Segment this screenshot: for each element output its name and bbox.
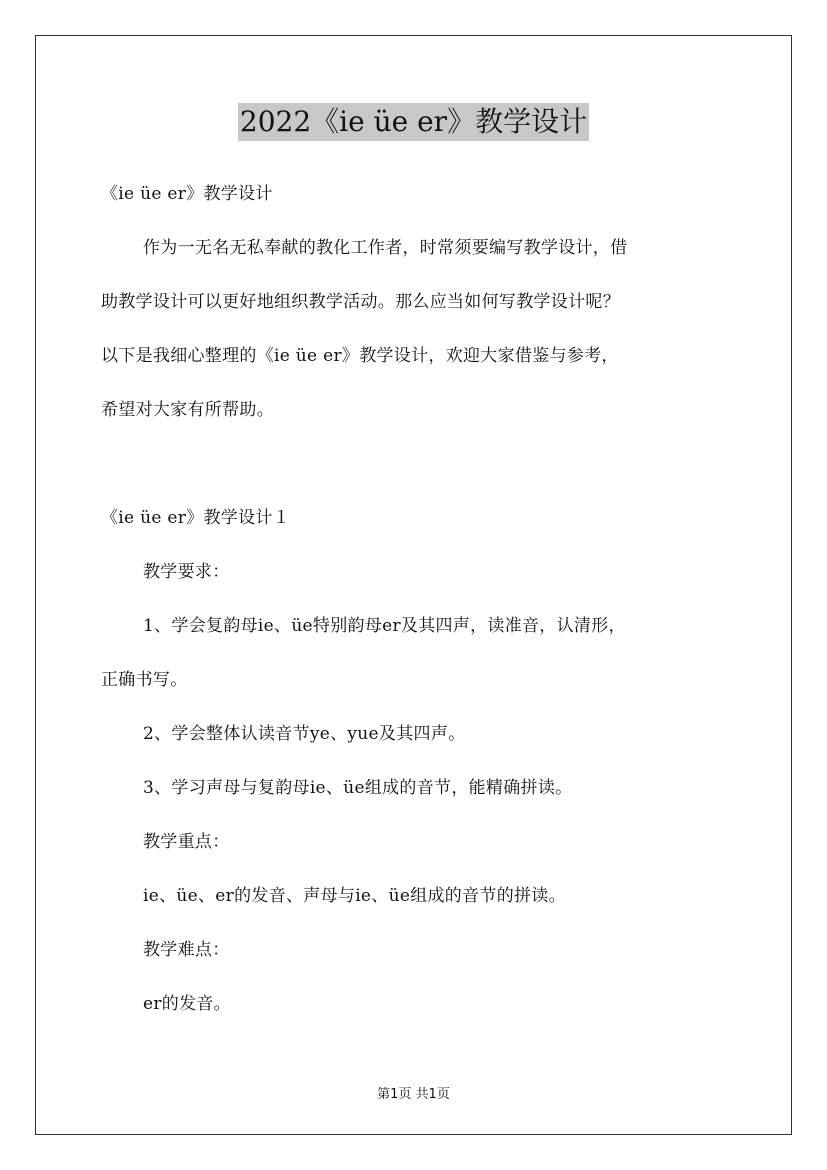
intro-line-2: 助教学设计可以更好地组织教学活动。那么应当如何写教学设计呢？	[101, 292, 620, 312]
section-title: 《ie üe er》教学设计１	[101, 508, 291, 528]
requirement-1-cont: 正确书写。	[101, 670, 188, 690]
intro-line-1: 作为一无名无私奉献的教化工作者，时常须要编写教学设计，借	[143, 238, 628, 258]
requirement-3: 3、学习声母与复韵母ie、üe组成的音节，能精确拼读。	[143, 778, 573, 798]
focus-heading: 教学重点：	[143, 832, 230, 852]
document-title: 2022《ie üe er》教学设计	[238, 103, 589, 141]
difficulty-text: er的发音。	[143, 994, 231, 1014]
focus-text: ie、üe、er的发音、声母与ie、üe组成的音节的拼读。	[143, 886, 566, 906]
intro-line-4: 希望对大家有所帮助。	[101, 400, 274, 420]
page-number: 第1页 共1页	[377, 1087, 450, 1102]
requirement-2: 2、学会整体认读音节ye、yue及其四声。	[143, 724, 466, 744]
intro-line-3: 以下是我细心整理的《ie üe er》教学设计，欢迎大家借鉴与参考，	[101, 346, 619, 366]
difficulty-heading: 教学难点：	[143, 940, 230, 960]
requirement-1: 1、学会复韵母ie、üe特别韵母er及其四声，读准音，认清形，	[143, 616, 626, 636]
subtitle: 《ie üe er》教学设计	[101, 184, 273, 204]
requirements-heading: 教学要求：	[143, 562, 230, 582]
